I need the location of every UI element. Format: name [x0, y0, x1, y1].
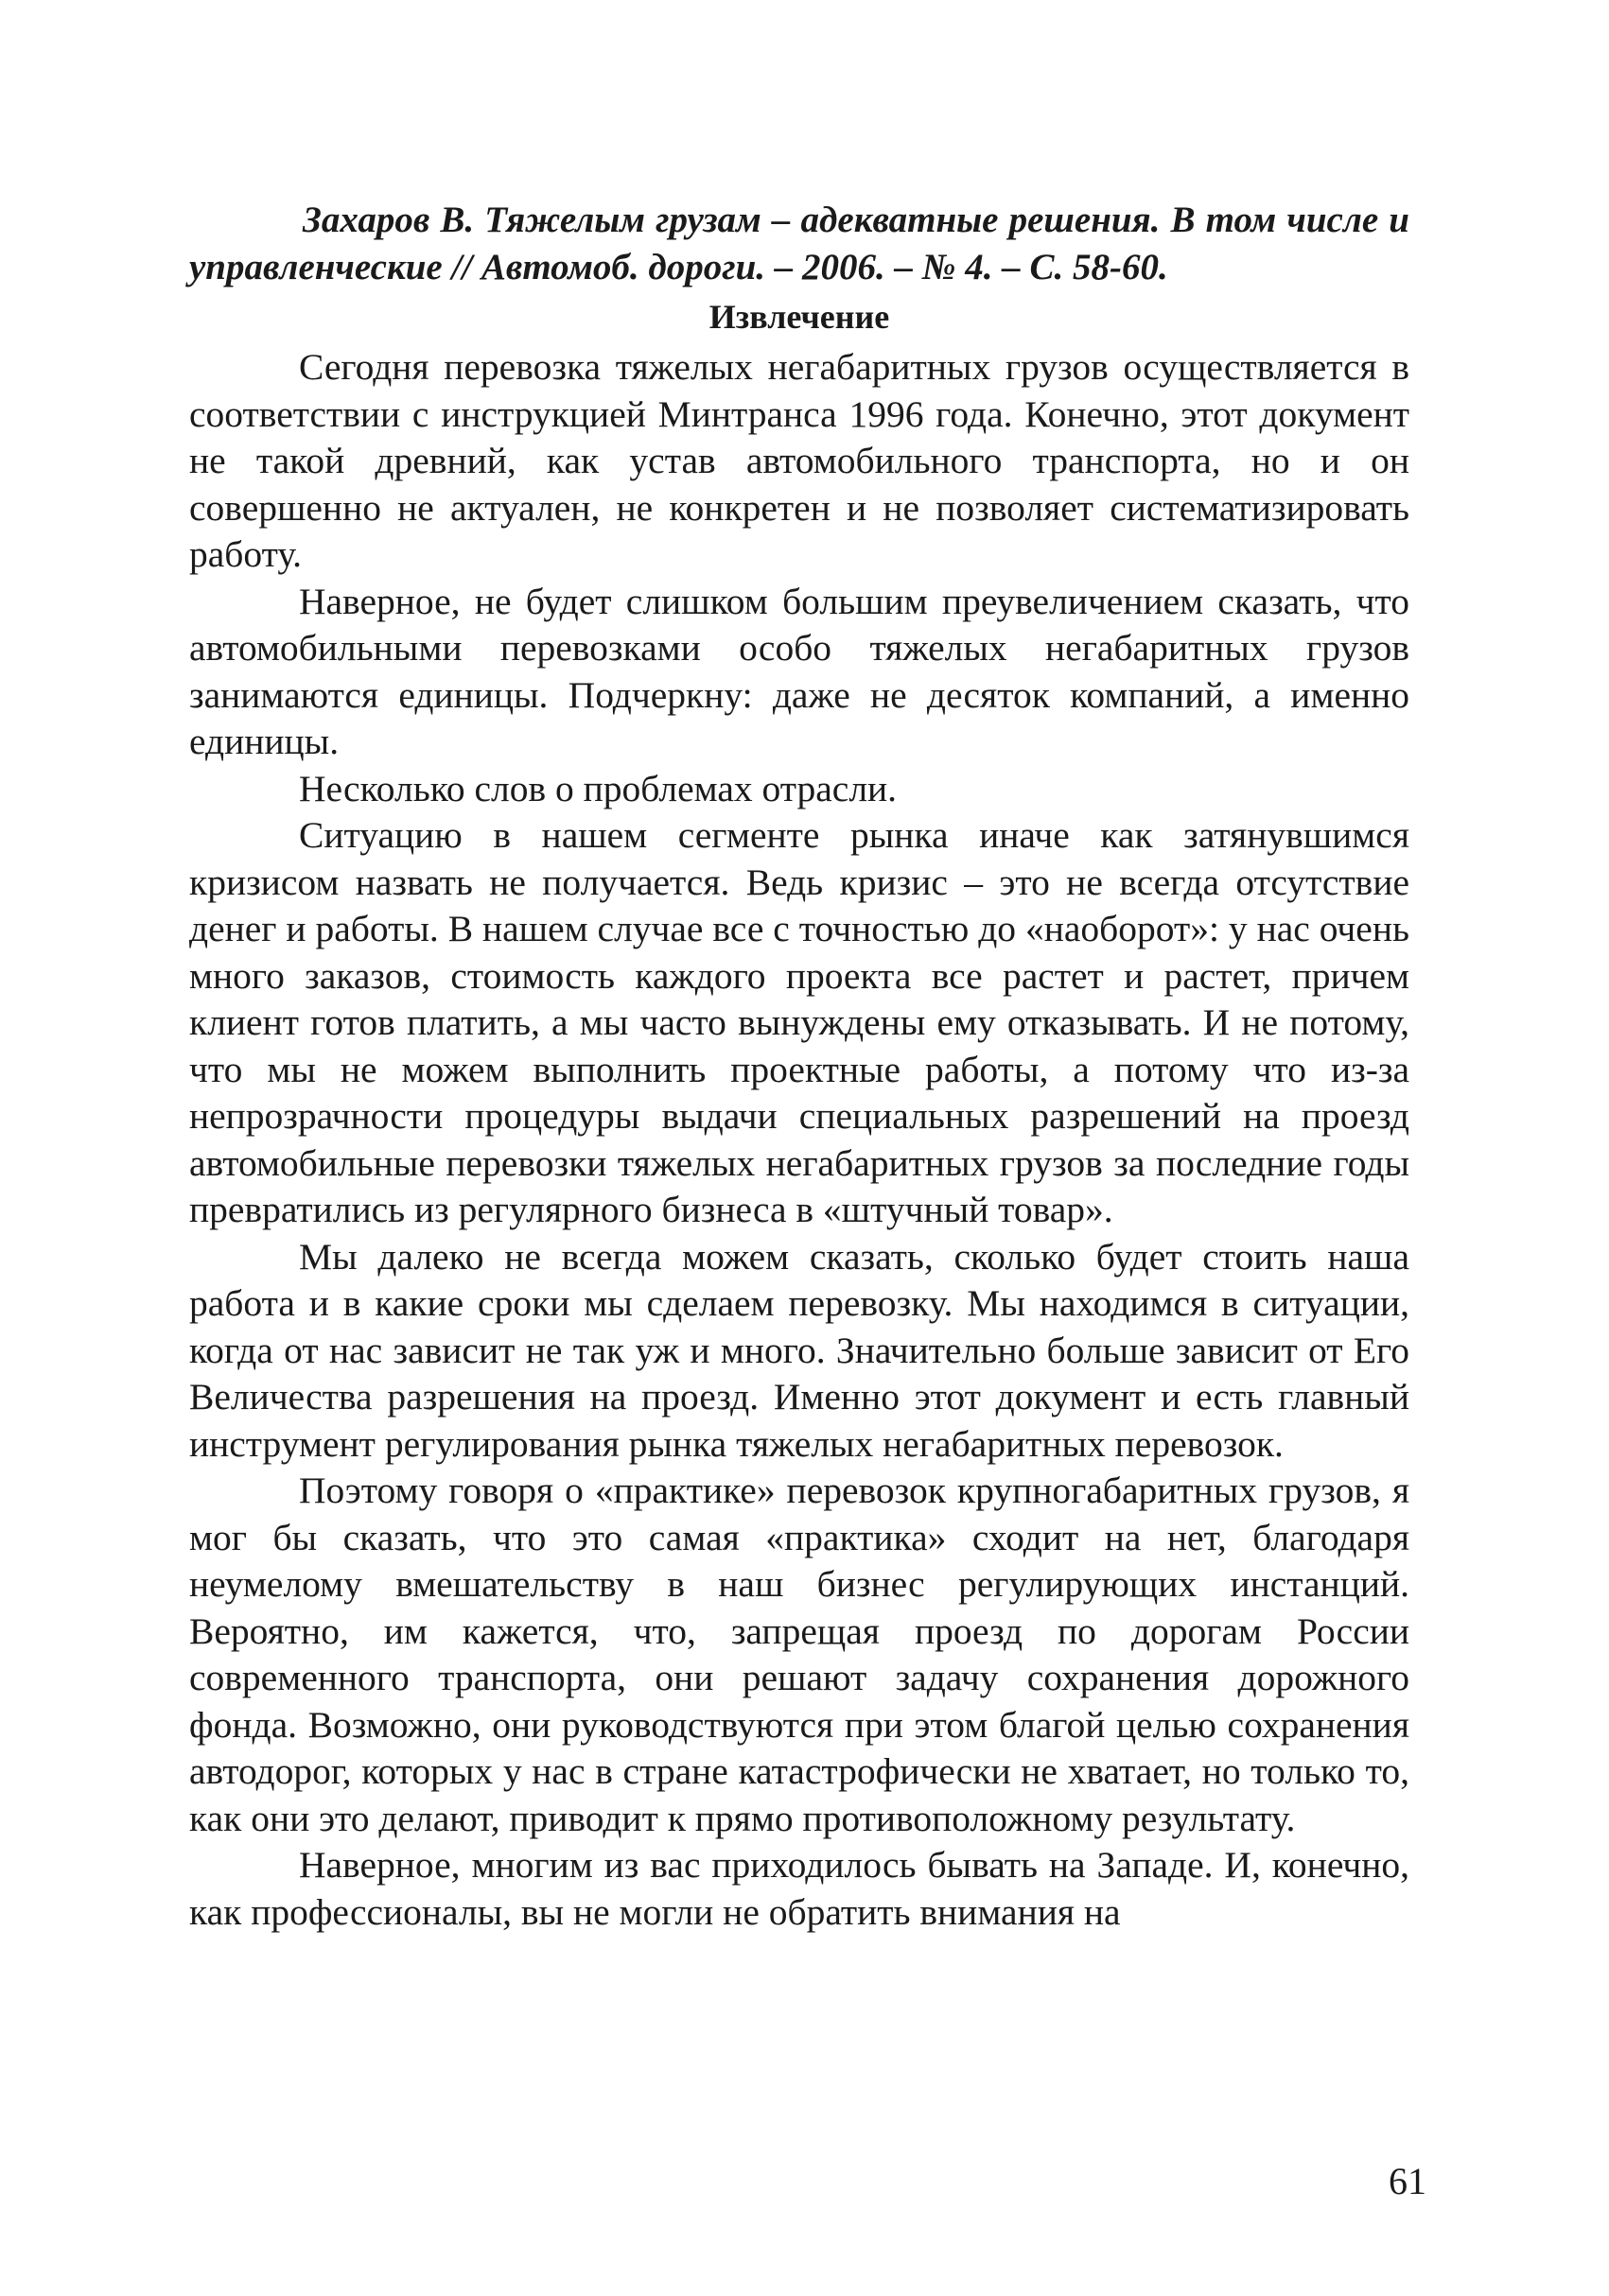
bibliographic-citation: Захаров В. Тяжелым грузам – адекватные решения. В том числе и управленческие // Автомоб. дороги. – 2006. – № 4. – С. 58-60. [189, 200, 1409, 287]
paragraph-3: Несколько слов о проблемах отрасли. [299, 767, 898, 809]
page-content [189, 197, 1409, 1936]
section-heading: Извлечение [708, 298, 890, 336]
paragraph-4: Ситуацию в нашем сегменте рынка иначе как затянувшимся кризисом назвать не получается. Ведь кризис – это не всегда отсутствие денег и работы. В нашем случае все с точностью до «наоборот»: у нас очень много заказов, стоимость каждого проекта все растет и растет, причем клиент готов платить, а мы часто вынуждены ему отказывать. И не потому, что мы не можем выполнить проектные работы, а потому что из-за непрозрачности процедуры выдачи специальных разрешений на проезд автомобильные перевозки тяжелых негабаритных грузов за последние годы превратились из регулярного бизнеса в «штучный товар». [189, 814, 1409, 1230]
paragraph-7: Наверное, многим из вас приходилось бывать на Западе. И, конечно, как профессионалы, вы не могли не обратить внимания на [189, 1844, 1409, 1933]
paragraph-5: Мы далеко не всегда можем сказать, сколько будет стоить наша работа и в какие сроки мы сделаем перевозку. Мы находимся в ситуации, когда от нас зависит не так уж и много. Значительно больше зависит от Его Величества разрешения на проезд. Именно этот документ и есть главный инструмент регулирования рынка тяжелых негабаритных перевозок. [189, 1235, 1409, 1465]
page-number: 61 [1389, 2160, 1426, 2202]
paragraph-6: Поэтому говоря о «практике» перевозок крупногабаритных грузов, я мог бы сказать, что это самая «практика» сходит на нет, благодаря неумелому вмешательству в наш бизнес регулирующих инстанций. Вероятно, им кажется, что, запрещая проезд по дорогам России современного транспорта, они решают задачу сохранения дорожного фонда. Возможно, они руководствуются при этом благой целью сохранения автодорог, которых у нас в стране катастрофически не хватает, но только то, как они это делают, приводит к прямо противоположному результату. [189, 1470, 1409, 1839]
paragraph-2: Наверное, не будет слишком большим преувеличением сказать, что автомобильными перевозками особо тяжелых негабаритных грузов занимаются единицы. Подчеркну: даже не десяток компаний, а именно единицы. [189, 580, 1409, 762]
paragraph-1: Сегодня перевозка тяжелых негабаритных грузов осуществляется в соответствии с инструкцией Минтранса 1996 года. Конечно, этот документ не такой древний, как устав автомобильного транспорта, но и он совершенно не актуален, не конкретен и не позволяет систематизировать работу. [189, 346, 1409, 575]
